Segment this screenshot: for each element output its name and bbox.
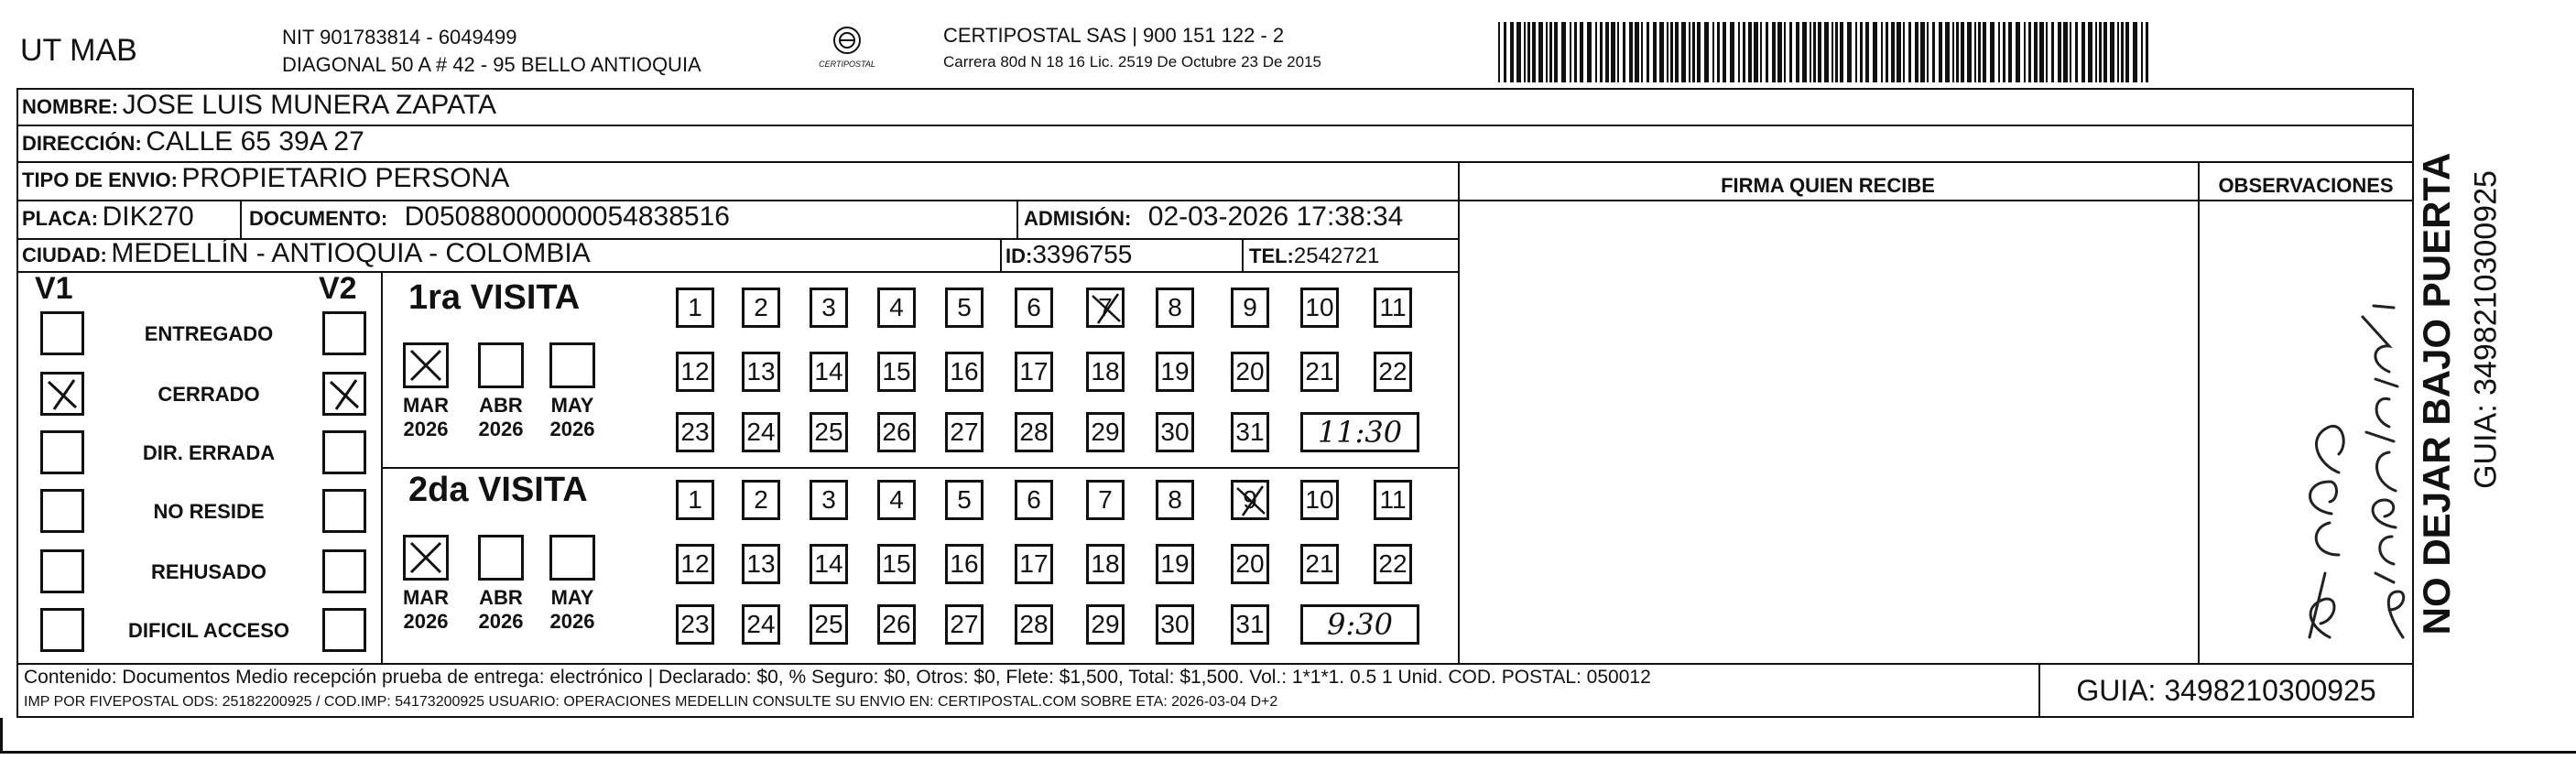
barcode-bar: [1784, 22, 1786, 82]
day-box[interactable]: 11: [1374, 288, 1412, 328]
day-box[interactable]: 26: [877, 604, 916, 645]
barcode-bar: [1978, 22, 1981, 82]
day-box[interactable]: 28: [1015, 604, 1053, 645]
day-box[interactable]: 29: [1086, 412, 1125, 452]
barcode-bar: [1754, 22, 1758, 82]
barcode-bar: [1873, 22, 1877, 82]
barcode-bar: [1617, 22, 1619, 82]
day-box[interactable]: 8: [1156, 480, 1194, 520]
status-label: NO RESIDE: [153, 500, 265, 523]
month-checkbox[interactable]: [478, 342, 524, 388]
barcode-bar: [2016, 22, 2020, 82]
month-checkbox[interactable]: [403, 342, 449, 388]
barcode-bar: [1810, 22, 1811, 82]
barcode-bar: [2051, 22, 2054, 82]
v1-checkbox[interactable]: [40, 608, 84, 652]
day-box[interactable]: 24: [742, 412, 780, 452]
barcode-bar: [1855, 22, 1857, 82]
barcode-bar: [1717, 22, 1720, 82]
day-box[interactable]: 20: [1231, 352, 1269, 392]
day-box[interactable]: 4: [877, 288, 916, 328]
barcode-bar: [1990, 22, 1994, 82]
barcode-bar: [2141, 22, 2143, 82]
day-box[interactable]: 12: [676, 544, 714, 584]
barcode-bar: [2110, 22, 2114, 82]
day-box[interactable]: 6: [1015, 288, 1053, 328]
nombre-row: [22, 90, 496, 121]
barcode-bar: [2146, 22, 2148, 82]
side-guia: GUIA: 3498210300925: [2468, 170, 2504, 489]
barcode-bar: [1538, 22, 1543, 82]
barcode-bar: [1961, 22, 1964, 82]
barcode-bar: [1524, 22, 1526, 82]
barcode-bar: [2046, 22, 2048, 82]
barcode-bar: [1860, 22, 1863, 82]
day-box[interactable]: 22: [1374, 544, 1412, 584]
barcode-bar: [2024, 22, 2026, 82]
tipo-label: TIPO DE ENVIO:: [22, 168, 178, 191]
status-label: DIFICIL ACCESO: [127, 619, 289, 642]
month-label: MAY 2026: [549, 394, 595, 440]
day-box[interactable]: 5: [945, 480, 984, 520]
day-box[interactable]: 28: [1015, 412, 1053, 452]
day-box[interactable]: 21: [1300, 544, 1339, 584]
carrier-name: CERTIPOSTAL SAS | 900 151 122 - 2: [943, 24, 1285, 47]
id-field: [1005, 240, 1132, 269]
certipostal-logo-icon: [829, 26, 865, 59]
day-box[interactable]: 1: [676, 288, 714, 328]
company-address: DIAGONAL 50 A # 42 - 95 BELLO ANTIOQUIA: [282, 53, 701, 76]
documento-label: DOCUMENTO:: [249, 207, 388, 230]
day-box[interactable]: 9: [1231, 480, 1269, 520]
day-box[interactable]: 1: [676, 480, 714, 520]
barcode-bar: [1865, 22, 1869, 82]
barcode-bar: [1641, 22, 1643, 82]
visit-time-box: 11:30: [1300, 412, 1419, 452]
month-label: MAR 2026: [402, 586, 450, 633]
barcode-bar: [1789, 22, 1792, 82]
footer-imp: IMP POR FIVEPOSTAL ODS: 25182200925 / COD.IMP: 54173200925 USUARIO: OPERACIONES MEDELLIN CONSULTE SU ENVIO EN: CERTIPOSTAL.COM SOBRE ETA: 2026-03-04 D+2: [24, 694, 1278, 710]
placa-field: [22, 201, 194, 233]
barcode-bar: [1886, 22, 1888, 82]
barcode-bar: [2003, 22, 2005, 82]
barcode-bar: [1967, 22, 1972, 82]
barcode-bar: [1704, 22, 1709, 82]
day-box[interactable]: 11: [1374, 480, 1412, 520]
direccion-label: DIRECCIÓN:: [22, 132, 142, 155]
barcode-bar: [1561, 22, 1566, 82]
barcode-bar: [1760, 22, 1762, 82]
barcode-bar: [2039, 22, 2044, 82]
barcode-bar: [1546, 22, 1548, 82]
ciudad-field: [22, 238, 591, 269]
company-name: UT MAB: [20, 33, 137, 68]
barcode-bar: [1667, 22, 1668, 82]
placa-value: DIK270: [102, 201, 194, 232]
id-label: ID:: [1005, 244, 1033, 267]
admision-field: [1024, 201, 1403, 233]
no-dejar-bajo-puerta: NO DEJAR BAJO PUERTA: [2415, 152, 2458, 635]
barcode-bar: [1532, 22, 1536, 82]
barcode-bar: [1796, 22, 1799, 82]
barcode-bar: [1903, 22, 1905, 82]
barcode-bar: [1802, 22, 1807, 82]
barcode-bar: [1605, 22, 1609, 82]
visit1-title: 1ra VISITA: [408, 278, 581, 317]
v2-checkbox[interactable]: [322, 549, 366, 593]
barcode-bar: [2133, 22, 2137, 82]
id-value: 3396755: [1032, 240, 1133, 268]
day-box[interactable]: 6: [1015, 480, 1053, 520]
day-box[interactable]: 12: [676, 352, 714, 392]
tipo-row: [22, 163, 509, 194]
tipo-value: PROPIETARIO PERSONA: [181, 163, 510, 193]
barcode-bar: [1847, 22, 1852, 82]
day-box[interactable]: 10: [1300, 288, 1339, 328]
barcode-bar: [2088, 22, 2092, 82]
status-label: CERRADO: [158, 383, 260, 406]
day-box[interactable]: 31: [1231, 412, 1269, 452]
observation-handwriting: [2201, 207, 2410, 659]
barcode-bar: [1675, 22, 1679, 82]
status-label: ENTREGADO: [144, 322, 274, 345]
barcode-bar: [1600, 22, 1603, 82]
barcode-bar: [2099, 22, 2102, 82]
day-box[interactable]: 3: [810, 480, 848, 520]
barcode-bar: [1629, 22, 1633, 82]
day-box[interactable]: 2: [742, 480, 780, 520]
barcode-bar: [2117, 22, 2119, 82]
day-box[interactable]: 16: [945, 544, 984, 584]
month-label: MAY 2026: [549, 586, 595, 633]
footer-contenido: Contenido: Documentos Medio recepción prueba de entrega: electrónico | Declarado: $0, % Seguro: $0, Otros: $0, Flete: $1,500, Total: $1,500. Vol.: 1*1*1. 0.5 1 Unid. COD. POSTAL: 050012: [24, 667, 1651, 688]
admision-label: ADMISIÓN:: [1024, 207, 1132, 230]
barcode-bar: [2070, 22, 2071, 82]
day-box[interactable]: 23: [676, 604, 714, 645]
barcode-bar: [1766, 22, 1768, 82]
day-box[interactable]: 13: [742, 544, 780, 584]
barcode-bar: [1824, 22, 1829, 82]
v1-checkbox[interactable]: [40, 549, 84, 593]
certipostal-logo: CERTIPOSTAL: [806, 26, 888, 73]
day-box[interactable]: 9: [1231, 288, 1269, 328]
month-checkbox[interactable]: [403, 535, 449, 581]
v2-checkbox[interactable]: [322, 608, 366, 652]
day-box[interactable]: 7: [1086, 288, 1125, 328]
tel-value: 2542721: [1293, 244, 1380, 268]
scan-edge-left: [0, 718, 3, 753]
barcode-bar: [2095, 22, 2097, 82]
tel-field: [1249, 244, 1379, 269]
barcode-bar: [1653, 22, 1657, 82]
visit2-title: 2da VISITA: [408, 471, 588, 509]
barcode-bar: [1498, 22, 1500, 82]
day-box[interactable]: 18: [1086, 544, 1125, 584]
day-box[interactable]: 13: [742, 352, 780, 392]
barcode-bar: [1881, 22, 1883, 82]
month-label: ABR 2026: [478, 394, 524, 440]
barcode-bar: [2103, 22, 2107, 82]
barcode-bar: [2075, 22, 2078, 82]
barcode-bar: [1516, 22, 1521, 82]
day-box[interactable]: 10: [1300, 480, 1339, 520]
barcode-bar: [1595, 22, 1597, 82]
v2-checkbox[interactable]: [322, 372, 366, 416]
ciudad-label: CIUDAD:: [22, 244, 107, 266]
barcode-bar: [1743, 22, 1745, 82]
barcode-bar: [1920, 22, 1925, 82]
barcode-bar: [1611, 22, 1615, 82]
day-box[interactable]: 29: [1086, 604, 1125, 645]
direccion-row: [22, 126, 364, 157]
day-box[interactable]: 25: [810, 604, 848, 645]
barcode-bar: [1974, 22, 1976, 82]
barcode-bar: [1818, 22, 1821, 82]
v2-checkbox[interactable]: [322, 489, 366, 533]
day-box[interactable]: 7: [1086, 480, 1125, 520]
barcode-bar: [1623, 22, 1625, 82]
company-nit: NIT 901783814 - 6049499: [282, 26, 517, 49]
barcode-bar: [1915, 22, 1918, 82]
barcode-bar: [1908, 22, 1911, 82]
month-checkbox[interactable]: [478, 535, 524, 581]
barcode-bar: [1659, 22, 1664, 82]
barcode-bar: [1681, 22, 1686, 82]
direccion-value: CALLE 65 39A 27: [146, 126, 364, 157]
barcode-bar: [1510, 22, 1514, 82]
barcode-bar: [1927, 22, 1929, 82]
barcode-bar: [2058, 22, 2061, 82]
barcode-bar: [1956, 22, 1959, 82]
barcode-bar: [2121, 22, 2124, 82]
barcode-bar: [2063, 22, 2068, 82]
barcode-bar: [2028, 22, 2031, 82]
ciudad-value: MEDELLÍN - ANTIOQUIA - COLOMBIA: [111, 238, 591, 268]
day-box[interactable]: 17: [1015, 544, 1053, 584]
day-box[interactable]: 16: [945, 352, 984, 392]
month-label: MAR 2026: [402, 394, 450, 440]
documento-value: D05088000000054838516: [404, 201, 730, 232]
barcode-bar: [1891, 22, 1895, 82]
barcode-bar: [2125, 22, 2129, 82]
barcode-bar: [1983, 22, 1986, 82]
day-box[interactable]: 15: [877, 352, 916, 392]
nombre-value: JOSE LUIS MUNERA ZAPATA: [122, 90, 496, 120]
barcode-bar: [1689, 22, 1690, 82]
barcode-bar: [1587, 22, 1592, 82]
v1-checkbox[interactable]: [40, 489, 84, 533]
day-box[interactable]: 27: [945, 604, 984, 645]
barcode: [1498, 22, 2156, 82]
day-box[interactable]: 4: [877, 480, 916, 520]
barcode-bar: [1712, 22, 1714, 82]
day-box[interactable]: 30: [1156, 604, 1194, 645]
barcode-bar: [1549, 22, 1552, 82]
v2-checkbox[interactable]: [322, 430, 366, 474]
admision-value: 02-03-2026 17:38:34: [1147, 201, 1404, 232]
day-box[interactable]: 18: [1086, 352, 1125, 392]
day-box[interactable]: 27: [945, 412, 984, 452]
day-box[interactable]: 22: [1374, 352, 1412, 392]
day-box[interactable]: 23: [676, 412, 714, 452]
barcode-bar: [1998, 22, 2000, 82]
month-label: ABR 2026: [478, 586, 524, 633]
barcode-bar: [1945, 22, 1950, 82]
placa-label: PLACA:: [22, 207, 99, 230]
day-box[interactable]: 31: [1231, 604, 1269, 645]
v1-checkbox[interactable]: [40, 311, 84, 355]
barcode-bar: [1952, 22, 1954, 82]
day-box[interactable]: 2: [742, 288, 780, 328]
day-box[interactable]: 21: [1300, 352, 1339, 392]
documento-field: [249, 201, 730, 233]
barcode-bar: [1692, 22, 1695, 82]
day-box[interactable]: 19: [1156, 544, 1194, 584]
status-label: REHUSADO: [151, 560, 266, 583]
barcode-bar: [1840, 22, 1843, 82]
barcode-bar: [1813, 22, 1816, 82]
barcode-bar: [1939, 22, 1942, 82]
barcode-bar: [1831, 22, 1833, 82]
day-box[interactable]: 14: [810, 352, 848, 392]
v1-label: V1: [35, 271, 73, 306]
day-box[interactable]: 8: [1156, 288, 1194, 328]
day-box[interactable]: 20: [1231, 544, 1269, 584]
scan-edge: [0, 751, 2576, 754]
barcode-bar: [1777, 22, 1782, 82]
v2-checkbox[interactable]: [322, 311, 366, 355]
month-checkbox[interactable]: [549, 535, 595, 581]
day-box[interactable]: 5: [945, 288, 984, 328]
barcode-bar: [1570, 22, 1571, 82]
barcode-bar: [1504, 22, 1506, 82]
barcode-bar: [1730, 22, 1734, 82]
day-box[interactable]: 17: [1015, 352, 1053, 392]
status-label: DIR. ERRADA: [142, 441, 276, 464]
barcode-bar: [1738, 22, 1740, 82]
barcode-bar: [1697, 22, 1701, 82]
nombre-label: NOMBRE:: [22, 95, 119, 118]
barcode-bar: [1897, 22, 1901, 82]
day-box[interactable]: 26: [877, 412, 916, 452]
barcode-bar: [1574, 22, 1577, 82]
day-box[interactable]: 24: [742, 604, 780, 645]
barcode-bar: [1723, 22, 1726, 82]
barcode-bar: [1670, 22, 1673, 82]
day-box[interactable]: 15: [877, 544, 916, 584]
v1-checkbox[interactable]: [40, 372, 84, 416]
day-box[interactable]: 3: [810, 288, 848, 328]
firma-label: FIRMA QUIEN RECIBE: [1721, 174, 1935, 197]
observaciones-label: OBSERVACIONES: [2218, 174, 2394, 197]
barcode-bar: [1527, 22, 1530, 82]
barcode-bar: [1580, 22, 1583, 82]
barcode-bar: [1554, 22, 1558, 82]
day-box[interactable]: 30: [1156, 412, 1194, 452]
barcode-bar: [2034, 22, 2038, 82]
barcode-bar: [2081, 22, 2085, 82]
tel-label: TEL:: [1249, 244, 1294, 267]
barcode-bar: [1772, 22, 1776, 82]
carrier-license: Carrera 80d N 18 16 Lic. 2519 De Octubre 23 De 2015: [943, 53, 1321, 71]
v2-label: V2: [319, 271, 357, 306]
v1-checkbox[interactable]: [40, 430, 84, 474]
day-box[interactable]: 14: [810, 544, 848, 584]
barcode-bar: [1835, 22, 1838, 82]
barcode-bar: [1932, 22, 1935, 82]
day-box[interactable]: 25: [810, 412, 848, 452]
barcode-bar: [1748, 22, 1752, 82]
barcode-bar: [1647, 22, 1649, 82]
day-box[interactable]: 19: [1156, 352, 1194, 392]
footer-guia: GUIA: 3498210300925: [2076, 674, 2376, 707]
barcode-bar: [1635, 22, 1639, 82]
barcode-bar: [2008, 22, 2012, 82]
month-checkbox[interactable]: [549, 342, 595, 388]
visit-time-box: 9:30: [1300, 604, 1419, 645]
